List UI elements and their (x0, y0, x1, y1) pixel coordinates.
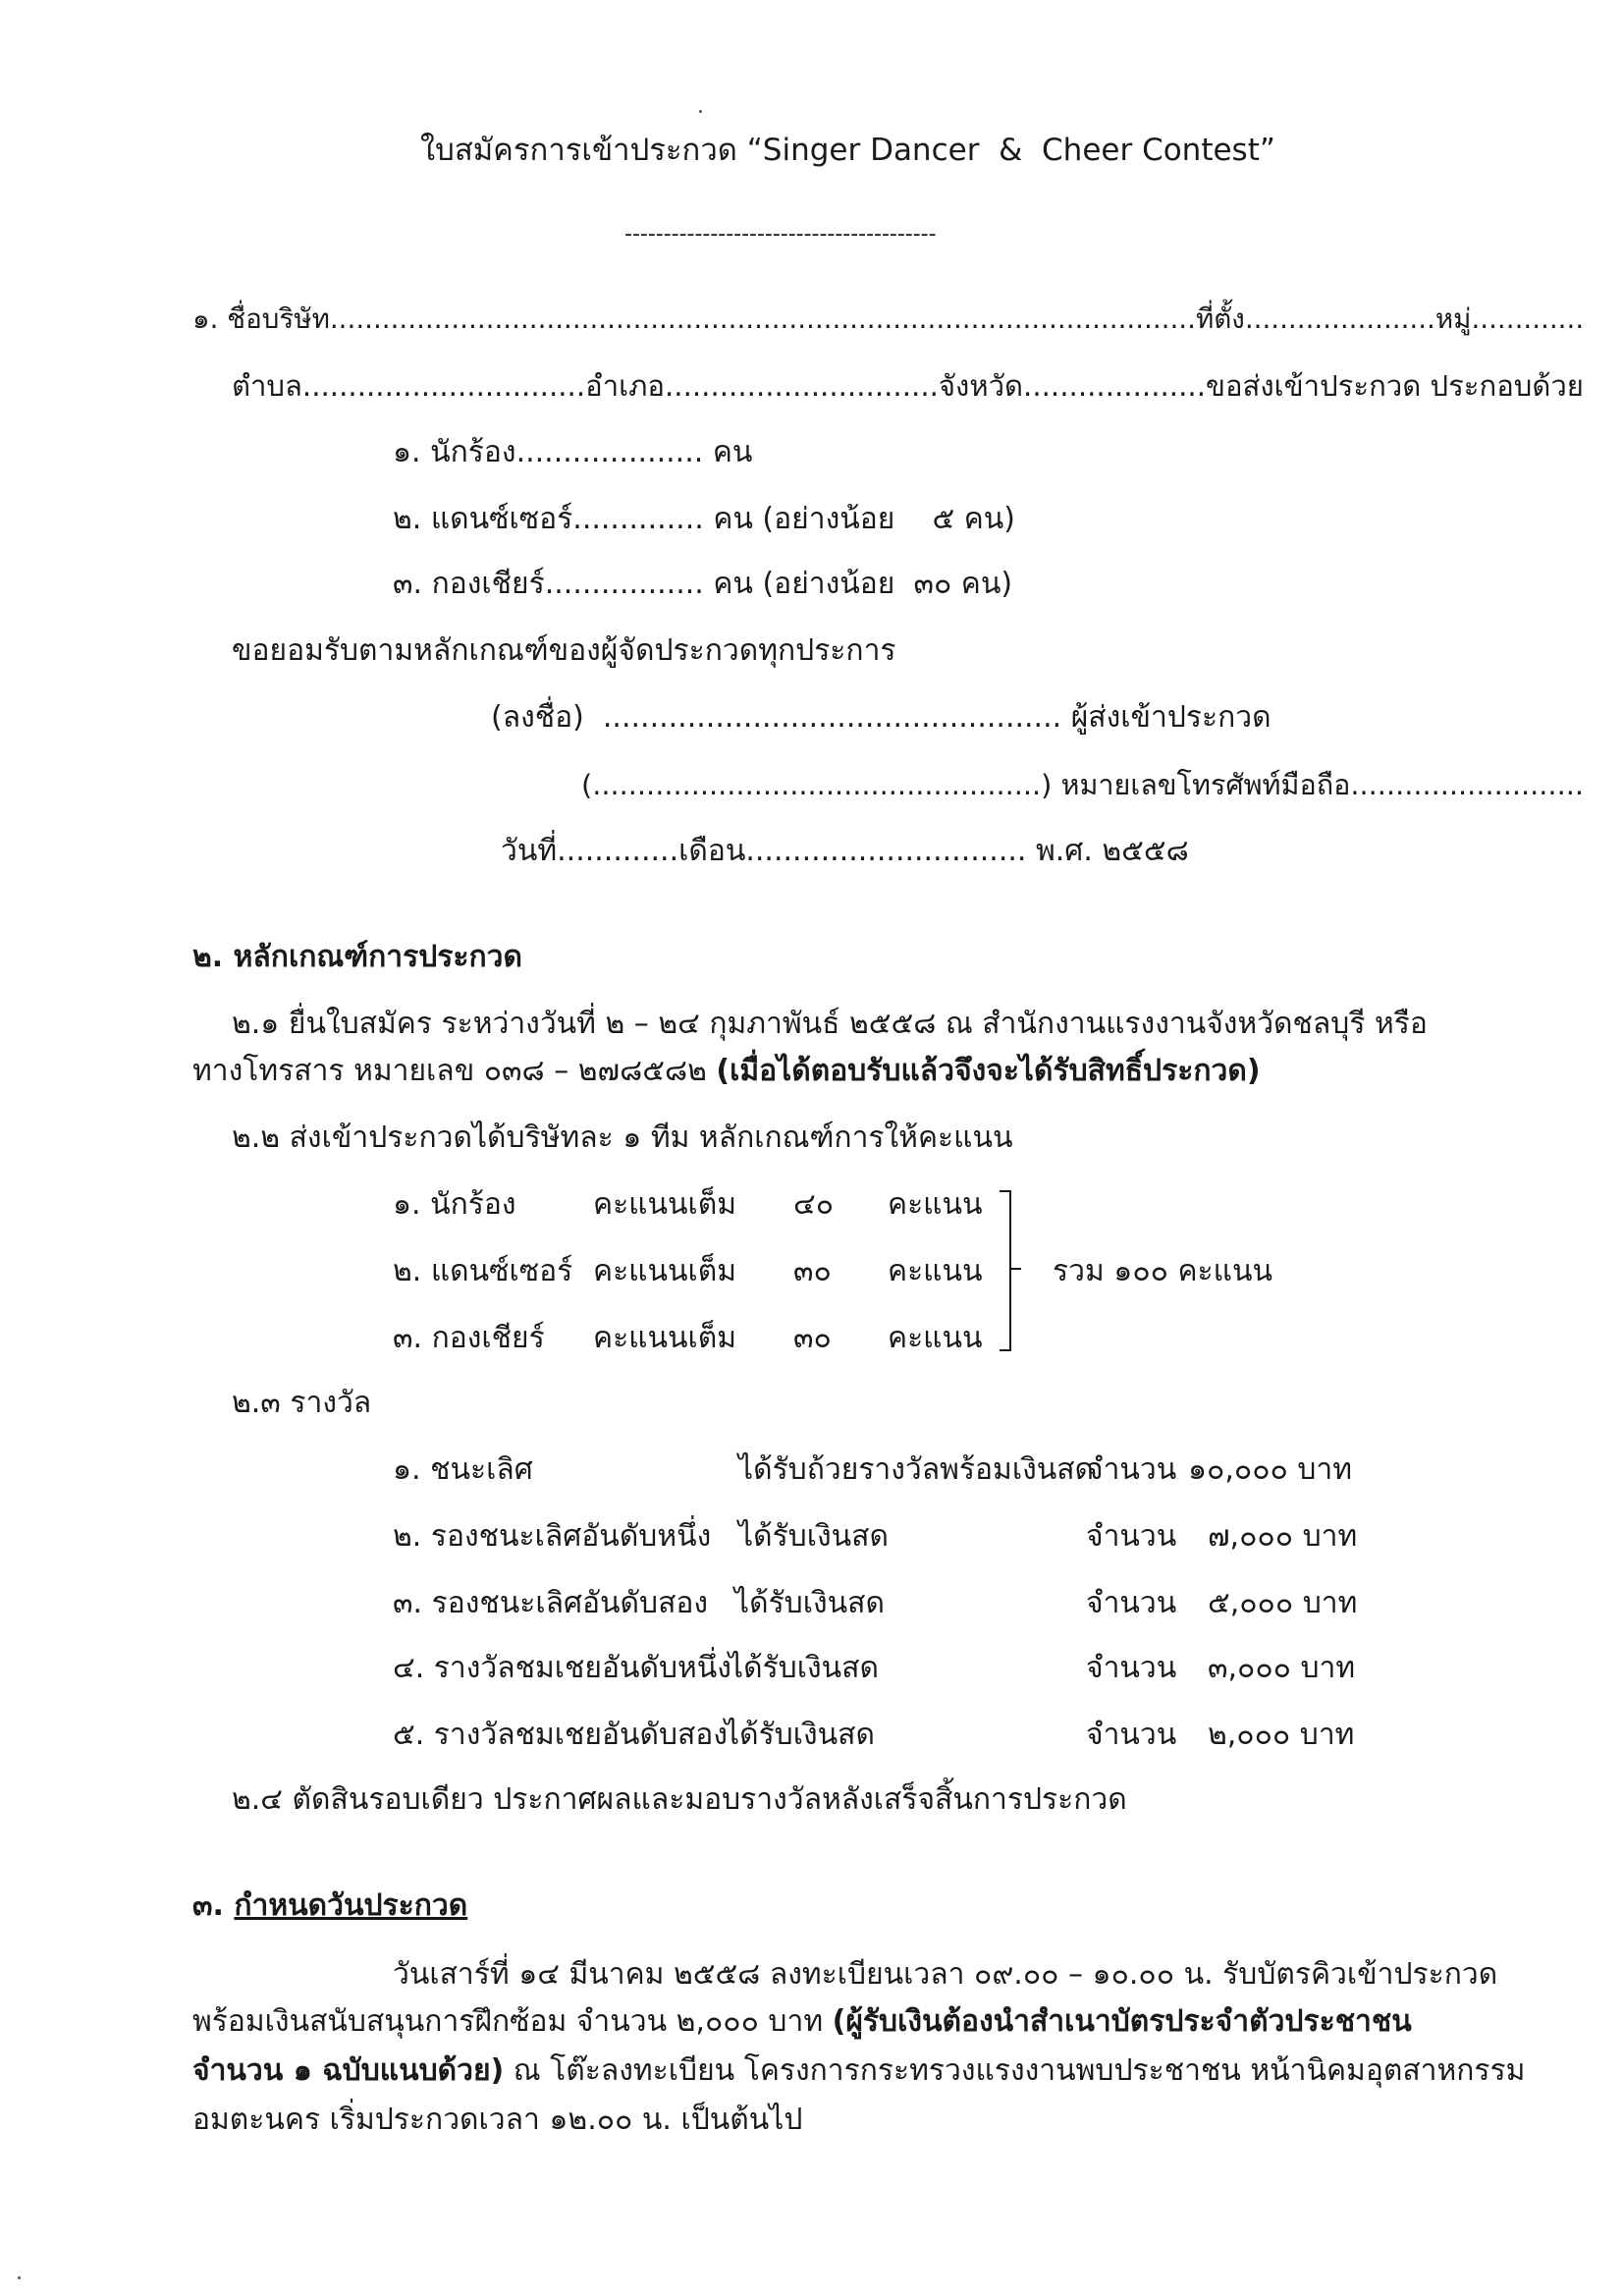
company-line: ๑. ชื่อบริษัท....................................................................................................ที่ตั้ง......................หมู่............. (192, 302, 1585, 335)
member-singer: ๑. นักร้อง.................... คน (393, 435, 753, 469)
score-brace-tip (1011, 1268, 1021, 1270)
rule-2-2: ๒.๒ ส่งเข้าประกวดได้บริษัทละ ๑ ทีม หลักเกณฑ์การให้คะแนน (232, 1121, 1013, 1155)
accept-statement: ขอยอมรับตามหลักเกณฑ์ของผู้จัดประกวดทุกประการ (232, 633, 896, 668)
score-row-name: ๑. นักร้อง (393, 1187, 516, 1222)
name-phone-line: (..................................................) หมายเลขโทรศัพท์มือถือ.......................... (581, 768, 1584, 801)
event-line4: อมตะนคร เริ่มประกวดเวลา ๑๒.๐๐ น. เป็นต้นไป (192, 2103, 803, 2137)
score-row-unit: คะแนน (888, 1187, 983, 1222)
score-row-value: ๔๐ (793, 1187, 835, 1222)
signature-line: (ลงชื่อ) ................................................. ผู้ส่งเข้าประกวด (491, 700, 1271, 735)
prize-rank: ๔. รางวัลชมเชยอันดับหนึ่ง (393, 1651, 731, 1685)
rule-2-1-line1: ๒.๑ ยื่นใบสมัคร ระหว่างวันที่ ๒ – ๒๔ กุมภาพันธ์ ๒๕๕๘ ณ สำนักงานแรงงานจังหวัดชลบุรี หรือ (232, 1007, 1428, 1041)
speck (18, 2276, 21, 2279)
section2-heading: ๒. หลักเกณฑ์การประกวด (192, 940, 522, 974)
event-line2: พร้อมเงินสนับสนุนการฝึกซ้อม จำนวน ๒,๐๐๐ บาท (ผู้รับเงินต้องนำสำเนาบัตรประจำตัวประชาชน (192, 2004, 1412, 2039)
score-row-name: ๓. กองเชียร์ (393, 1321, 545, 1355)
rule-2-1-line2: ทางโทรสาร หมายเลข ๐๓๘ – ๒๗๘๕๘๒ (เมื่อได้ตอบรับแล้วจึงจะได้รับสิทธิ์ประกวด) (192, 1054, 1261, 1088)
page-title: ใบสมัครการเข้าประกวด “Singer Dancer & Cheer Contest” (420, 133, 1275, 168)
prize-rank: ๒. รองชนะเลิศอันดับหนึ่ง (393, 1519, 712, 1554)
score-row-value: ๓๐ (793, 1254, 832, 1288)
prize-qty: จำนวน (1086, 1519, 1177, 1554)
prize-desc: ได้รับถ้วยรางวัลพร้อมเงินสด (738, 1452, 1095, 1487)
speck (699, 110, 702, 113)
date-line: วันที่.............เดือน.............................. พ.ศ. ๒๕๕๘ (501, 834, 1189, 868)
prize-amount: ๕,๐๐๐ บาท (1208, 1586, 1358, 1620)
prize-amount: ๑๐,๐๐๐ บาท (1188, 1452, 1353, 1487)
section3-heading: ๓. กำหนดวันประกวด (192, 1888, 468, 1923)
prize-desc: ได้รับเงินสด (725, 1718, 875, 1752)
prize-qty: จำนวน (1086, 1651, 1177, 1685)
prize-rank: ๑. ชนะเลิศ (393, 1452, 533, 1487)
prize-desc: ได้รับเงินสด (729, 1651, 879, 1685)
event-line3: จำนวน ๑ ฉบับแนบด้วย) ณ โต๊ะลงทะเบียน โครงการกระทรวงแรงงานพบประชาชน หน้านิคมอุตสาหกรรม (192, 2053, 1526, 2088)
event-line1: วันเสาร์ที่ ๑๔ มีนาคม ๒๕๕๘ ลงทะเบียนเวลา ๐๙.๐๐ – ๑๐.๐๐ น. รับบัตรคิวเข้าประกวด (393, 1957, 1498, 1992)
member-dancer: ๒. แดนซ์เซอร์.............. คน (อย่างน้อย ๕ คน) (393, 502, 1015, 536)
rule-2-3: ๒.๓ รางวัล (232, 1386, 372, 1420)
score-row-name: ๒. แดนซ์เซอร์ (393, 1254, 573, 1288)
prize-rank: ๕. รางวัลชมเชยอันดับสอง (393, 1718, 728, 1752)
prize-desc: ได้รับเงินสด (734, 1586, 885, 1620)
prize-amount: ๒,๐๐๐ บาท (1208, 1718, 1355, 1752)
prize-desc: ได้รับเงินสด (738, 1519, 889, 1554)
score-brace (1000, 1190, 1011, 1351)
score-row-value: ๓๐ (793, 1321, 832, 1355)
score-row-label: คะแนนเต็ม (593, 1321, 737, 1355)
prize-qty: จำนวน (1086, 1718, 1177, 1752)
prize-amount: ๓,๐๐๐ บาท (1208, 1651, 1356, 1685)
prize-amount: ๗,๐๐๐ บาท (1208, 1519, 1358, 1554)
prize-rank: ๓. รองชนะเลิศอันดับสอง (393, 1586, 709, 1620)
prize-qty: จำนวน (1086, 1452, 1177, 1487)
rule-2-4: ๒.๔ ตัดสินรอบเดียว ประกาศผลและมอบรางวัลหลังเสร็จสิ้นการประกวด (232, 1782, 1127, 1817)
score-row-unit: คะแนน (888, 1321, 983, 1355)
score-row-label: คะแนนเต็ม (593, 1254, 737, 1288)
title-rule: ---------------------------------------- (624, 222, 937, 246)
member-cheer: ๓. กองเชียร์................. คน (อย่างน้อย ๓๐ คน) (393, 567, 1013, 601)
score-total: รวม ๑๐๐ คะแนน (1053, 1254, 1273, 1288)
address-line: ตำบล...............................อำเภอ..............................จังหวัด....................ขอส่งเข้าประกวด ประกอบด้วย (232, 369, 1584, 403)
score-row-label: คะแนนเต็ม (593, 1187, 737, 1222)
score-row-unit: คะแนน (888, 1254, 983, 1288)
prize-qty: จำนวน (1086, 1586, 1177, 1620)
